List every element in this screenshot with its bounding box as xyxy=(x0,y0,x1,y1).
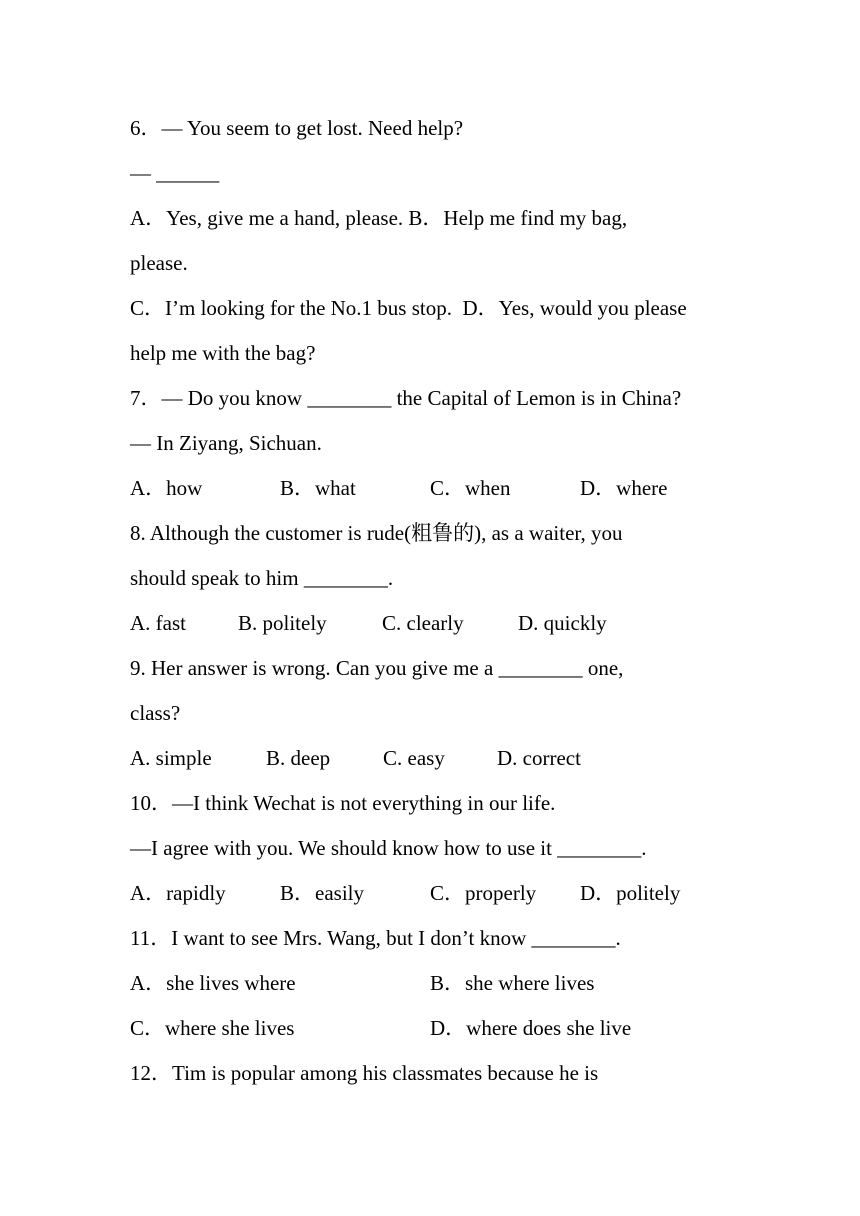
q9-option-d: D. correct xyxy=(497,746,581,770)
q7-options xyxy=(130,466,740,511)
q10-options xyxy=(130,871,740,916)
q8-option-d: D. quickly xyxy=(518,611,607,635)
q6-options-line-4: help me with the bag? xyxy=(130,341,316,365)
q8-stem-line-2: should speak to him ________. xyxy=(130,566,394,590)
q10-option-c: C．properly xyxy=(430,881,537,905)
q11-option-d: D．where does she live xyxy=(430,1016,632,1040)
q7-stem: 7．— Do you know ________ the Capital of Lemon is in China? xyxy=(130,386,682,410)
q9-stem-line-2: class? xyxy=(130,701,181,725)
q9-options xyxy=(130,736,740,781)
q10-option-b: B．easily xyxy=(280,881,364,905)
q6-reply: — ______ xyxy=(130,161,220,185)
q8-option-b: B. politely xyxy=(238,611,327,635)
q6-stem: 6．— You seem to get lost. Need help? xyxy=(130,116,464,140)
q12-stem: 12．Tim is popular among his classmates because he is xyxy=(130,1061,599,1085)
q10-option-a: A．rapidly xyxy=(130,881,226,905)
q11-stem: 11．I want to see Mrs. Wang, but I don’t know ________. xyxy=(130,926,621,950)
q11-option-b: B．she where lives xyxy=(430,971,595,995)
q7-option-d: D．where xyxy=(580,476,668,500)
q11-option-c: C．where she lives xyxy=(130,1016,295,1040)
q8-option-a: A. fast xyxy=(130,611,186,635)
q9-option-b: B. deep xyxy=(266,746,331,770)
q8-options xyxy=(130,601,740,646)
q10-stem: 10．—I think Wechat is not everything in our life. xyxy=(130,791,556,815)
q8-option-c: C. clearly xyxy=(382,611,464,635)
q9-stem-line-1: 9. Her answer is wrong. Can you give me a ________ one, xyxy=(130,656,624,680)
q7-option-b: B．what xyxy=(280,476,356,500)
q11-options-row-1 xyxy=(130,961,740,1006)
q10-reply: —I agree with you. We should know how to use it ________. xyxy=(130,836,647,860)
q9-option-a: A. simple xyxy=(130,746,212,770)
q7-option-a: A．how xyxy=(130,476,203,500)
q7-reply: — In Ziyang, Sichuan. xyxy=(130,431,322,455)
q10-option-d: D．politely xyxy=(580,881,681,905)
q8-stem-line-1: 8. Although the customer is rude(粗鲁的), as a waiter, you xyxy=(130,521,623,545)
q9-option-c: C. easy xyxy=(383,746,445,770)
q7-option-c: C．when xyxy=(430,476,511,500)
q11-options-row-2 xyxy=(130,1006,740,1051)
q6-options-line-1: A．Yes, give me a hand, please. B．Help me find my bag, xyxy=(130,206,628,230)
exam-page xyxy=(130,106,740,1096)
q11-option-a: A．she lives where xyxy=(130,971,296,995)
q6-options-line-2: please. xyxy=(130,251,188,275)
q6-options-line-3: C．I’m looking for the No.1 bus stop. D．Yes, would you please xyxy=(130,296,687,320)
